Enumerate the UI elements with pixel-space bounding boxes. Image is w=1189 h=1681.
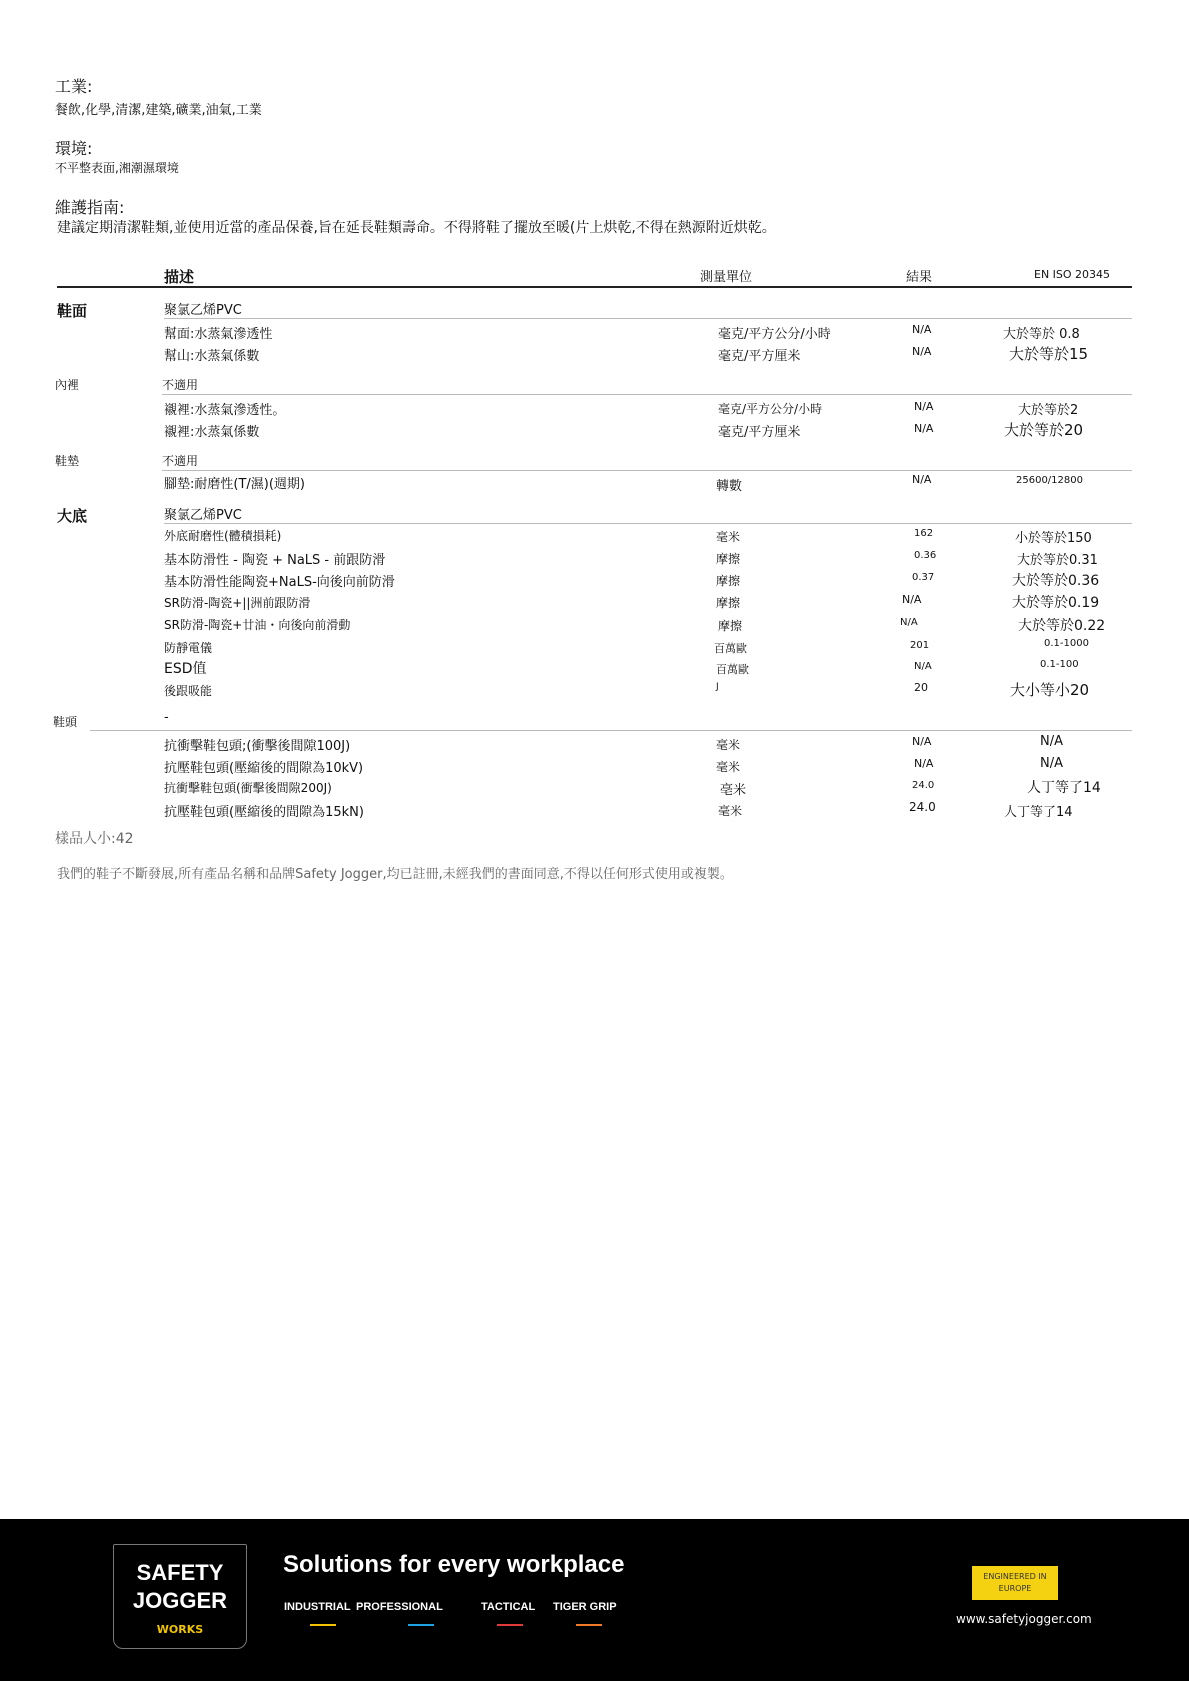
row-result: 201 [910, 640, 930, 651]
row-unit: 毫克/平方厘米 [718, 425, 801, 440]
row-result: 162 [914, 528, 934, 539]
row-result: 20 [914, 681, 928, 694]
row-result: N/A [912, 473, 932, 486]
row-desc: 防靜電儀 [164, 641, 213, 655]
row-result: N/A [912, 345, 932, 358]
row-result: N/A [914, 661, 932, 672]
row-result: N/A [912, 323, 932, 336]
engineered-in-europe-badge [972, 1566, 1058, 1600]
row-unit: 毫米 [716, 760, 741, 774]
row-desc: 抗壓鞋包頭(壓縮後的間隙為15kN) [164, 805, 364, 820]
section-material-lining: 不適用 [162, 378, 199, 392]
row-desc: 抗衝擊鞋包頭;(衝擊後間隙100J) [164, 739, 351, 754]
row-divider [164, 523, 1132, 524]
brand-industrial[interactable]: INDUSTRIAL [284, 1601, 351, 1613]
row-result: 0.36 [914, 550, 937, 561]
row-standard: 小於等於150 [1015, 531, 1092, 546]
row-unit: J [716, 682, 719, 692]
row-unit: 毫克/平方公分/小時 [718, 327, 831, 342]
row-desc: 基本防滑性能陶瓷+NaLS-向後向前防滑 [164, 575, 395, 590]
safety-jogger-logo[interactable] [113, 1544, 247, 1649]
logo-works: WORKS [156, 1623, 204, 1636]
row-desc: SR防滑-陶瓷+||洲前跟防滑 [164, 596, 311, 610]
row-standard: 大於等於20 [1004, 421, 1084, 439]
logo-line2: JOGGER [132, 1588, 228, 1613]
row-standard: 大於等於0.31 [1017, 553, 1098, 568]
row-result: N/A [902, 593, 922, 606]
row-unit: 轉數 [716, 479, 743, 494]
row-result: 24.0 [912, 780, 935, 791]
section-label-lining: 內裡 [55, 378, 80, 392]
row-unit: 百萬歐 [716, 663, 749, 676]
section-label-outsole: 大底 [57, 507, 88, 525]
row-unit: 百萬歐 [714, 642, 747, 655]
section-material-toecap: - [164, 710, 169, 725]
row-divider [90, 730, 1132, 731]
row-result: N/A [912, 735, 932, 748]
row-standard: 大於等於15 [1009, 345, 1089, 363]
row-standard: N/A [1040, 734, 1063, 749]
footer [0, 1519, 1189, 1681]
header-unit: 測量單位 [700, 270, 753, 285]
row-desc: ESD值 [164, 661, 207, 677]
row-divider [164, 318, 1132, 319]
row-standard: 人丁等了14 [1004, 805, 1073, 820]
badge-line2: EUROPE [998, 1584, 1032, 1593]
row-desc: 抗衝擊鞋包頭(衝擊後間隙200J) [164, 781, 332, 795]
header-result: 結果 [906, 270, 933, 285]
row-result: N/A [914, 422, 934, 435]
row-result: N/A [914, 400, 934, 413]
section-label-upper: 鞋面 [57, 302, 88, 320]
section-label-insole: 鞋墊 [55, 454, 80, 468]
row-desc: 襯裡:水蒸氣係數 [164, 425, 260, 440]
row-result: 0.37 [912, 572, 935, 583]
row-standard: 大於等於0.36 [1012, 573, 1100, 589]
section-material-upper: 聚氯乙烯PVC [164, 303, 242, 318]
header-divider [57, 286, 1132, 288]
row-desc: 襯裡:水蒸氣滲透性。 [164, 403, 286, 418]
environment-label: 環境: [55, 139, 93, 158]
tagline: Solutions for every workplace [283, 1551, 625, 1578]
row-desc: 基本防滑性 - 陶瓷 + NaLS - 前跟防滑 [164, 553, 386, 568]
badge-line1: ENGINEERED IN [983, 1572, 1047, 1581]
row-unit: 毫米 [716, 530, 741, 544]
logo-line1: SAFETY [136, 1560, 224, 1585]
row-standard: 0.1-100 [1040, 659, 1079, 670]
row-desc: 後跟吸能 [164, 684, 213, 698]
section-label-toecap: 鞋頭 [53, 715, 78, 729]
row-result: 24.0 [909, 800, 936, 814]
row-standard: 大於等於2 [1018, 403, 1079, 418]
row-standard: 大於等於0.22 [1018, 618, 1106, 634]
brand-professional[interactable]: PROFESSIONAL [356, 1601, 443, 1613]
website-link[interactable]: www.safetyjogger.com [956, 1612, 1092, 1626]
row-unit: 亳米 [720, 783, 747, 798]
row-unit: 毫米 [716, 738, 741, 752]
brand-tiger-grip[interactable]: TIGER GRIP [553, 1601, 617, 1613]
header-standard: EN ISO 20345 [1034, 268, 1111, 281]
brand-tactical[interactable]: TACTICAL [481, 1601, 536, 1613]
row-unit: 摩擦 [716, 574, 741, 588]
row-unit: 毫克/平方厘米 [718, 349, 801, 364]
row-divider [162, 394, 1132, 395]
row-standard: 25600/12800 [1016, 475, 1083, 486]
row-desc: SR防滑-陶瓷+廿油・向後向前滑動 [164, 618, 351, 632]
brand-underline-tiger-grip [576, 1624, 602, 1626]
row-unit: 摩擦 [718, 619, 743, 633]
brand-underline-industrial [310, 1624, 336, 1626]
industry-text: 餐飲,化學,清潔,建築,礦業,油氣,工業 [55, 103, 262, 118]
row-desc: 腳墊:耐磨性(T/濕)(週期) [164, 477, 305, 492]
care-text: 建議定期清潔鞋類,並使用近當的產品保養,旨在延長鞋類壽命。不得將鞋了擺放至暖(片上烘乾,不得在熱源附近烘乾。 [57, 220, 776, 236]
row-result: N/A [900, 617, 918, 628]
row-unit: 毫克/平方公分/小時 [718, 402, 823, 416]
brand-underline-tactical [497, 1624, 523, 1626]
disclaimer: 我們的鞋子不斷發展,所有產品名稱和品牌Safety Jogger,均已註冊,未經我們的書面同意,不得以任何形式使用或複製。 [57, 867, 733, 882]
row-standard: 大於等於0.19 [1012, 595, 1100, 611]
row-unit: 毫米 [718, 804, 743, 818]
row-standard: N/A [1040, 756, 1063, 771]
row-divider [162, 470, 1132, 471]
row-standard: 大於等於 0.8 [1003, 327, 1080, 342]
section-material-insole: 不適用 [162, 454, 199, 468]
row-standard: 0.1-1000 [1044, 638, 1089, 649]
header-description: 描述 [164, 268, 195, 286]
row-standard: 人丁等了14 [1027, 780, 1101, 796]
sample-size: 樣品人小:42 [55, 831, 134, 847]
row-desc: 外底耐磨性(體積損耗) [164, 529, 282, 543]
row-desc: 幫山:水蒸氣係數 [164, 349, 260, 364]
care-label: 維護指南: [55, 198, 125, 217]
row-desc: 抗壓鞋包頭(壓縮後的間隙為10kV) [164, 761, 364, 776]
row-desc: 幫面:水蒸氣滲透性 [164, 327, 273, 342]
row-unit: 摩擦 [716, 596, 741, 610]
row-standard: 大小等小20 [1010, 681, 1090, 699]
environment-text: 不平整表面,湘潮濕環境 [55, 161, 179, 175]
row-result: N/A [914, 757, 934, 770]
section-material-outsole: 聚氯乙烯PVC [164, 508, 242, 523]
industry-label: 工業: [55, 77, 93, 96]
row-unit: 摩擦 [716, 552, 741, 566]
brand-underline-professional [408, 1624, 434, 1626]
